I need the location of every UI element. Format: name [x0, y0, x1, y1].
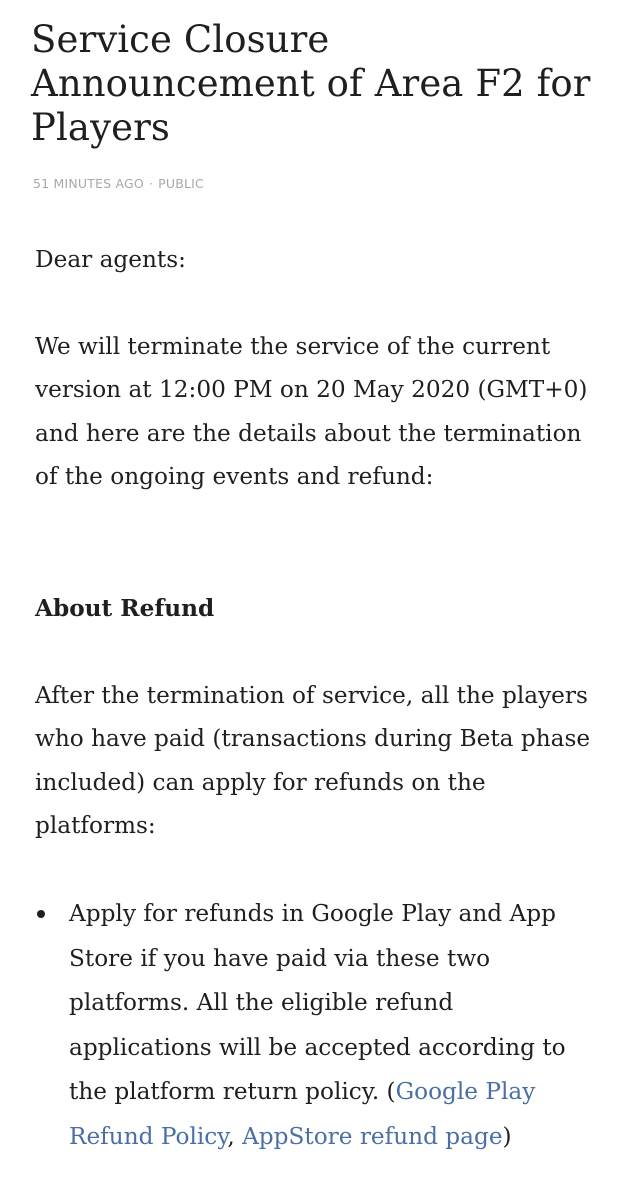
link-separator: ,	[227, 1122, 243, 1150]
google-play-refund-policy-link[interactable]: Google Play Refund Policy	[69, 1078, 536, 1150]
bullet-closing-text: )	[502, 1122, 512, 1150]
post-meta	[33, 176, 204, 191]
meta-separator: ·	[148, 176, 154, 191]
greeting-paragraph: Dear agents:	[35, 246, 186, 273]
intro-paragraph: We will terminate the service of the current version at 12:00 PM on 20 May 2020 (GMT+0) and here are the details about the termination of the ongoing events and refund:	[35, 333, 588, 491]
refund-bullet-list	[35, 892, 595, 1159]
bullet-text: Apply for refunds in Google Play and App Store if you have paid via these two platforms. All the eligible refund applications will be accepted according to the platform return policy. (	[69, 900, 566, 1105]
appstore-refund-page-link[interactable]: AppStore refund page	[242, 1122, 503, 1150]
post-visibility: PUBLIC	[158, 176, 204, 191]
post-time: 51 MINUTES AGO	[33, 176, 144, 191]
refund-paragraph: After the termination of service, all the players who have paid (transactions during Beta phase included) can apply for refunds on the platforms:	[35, 682, 591, 840]
bullet-dot-icon	[37, 910, 45, 918]
list-item	[35, 892, 595, 1159]
refund-heading: About Refund	[35, 595, 215, 622]
page-title: Service Closure Announcement of Area F2 for Players	[31, 18, 591, 149]
